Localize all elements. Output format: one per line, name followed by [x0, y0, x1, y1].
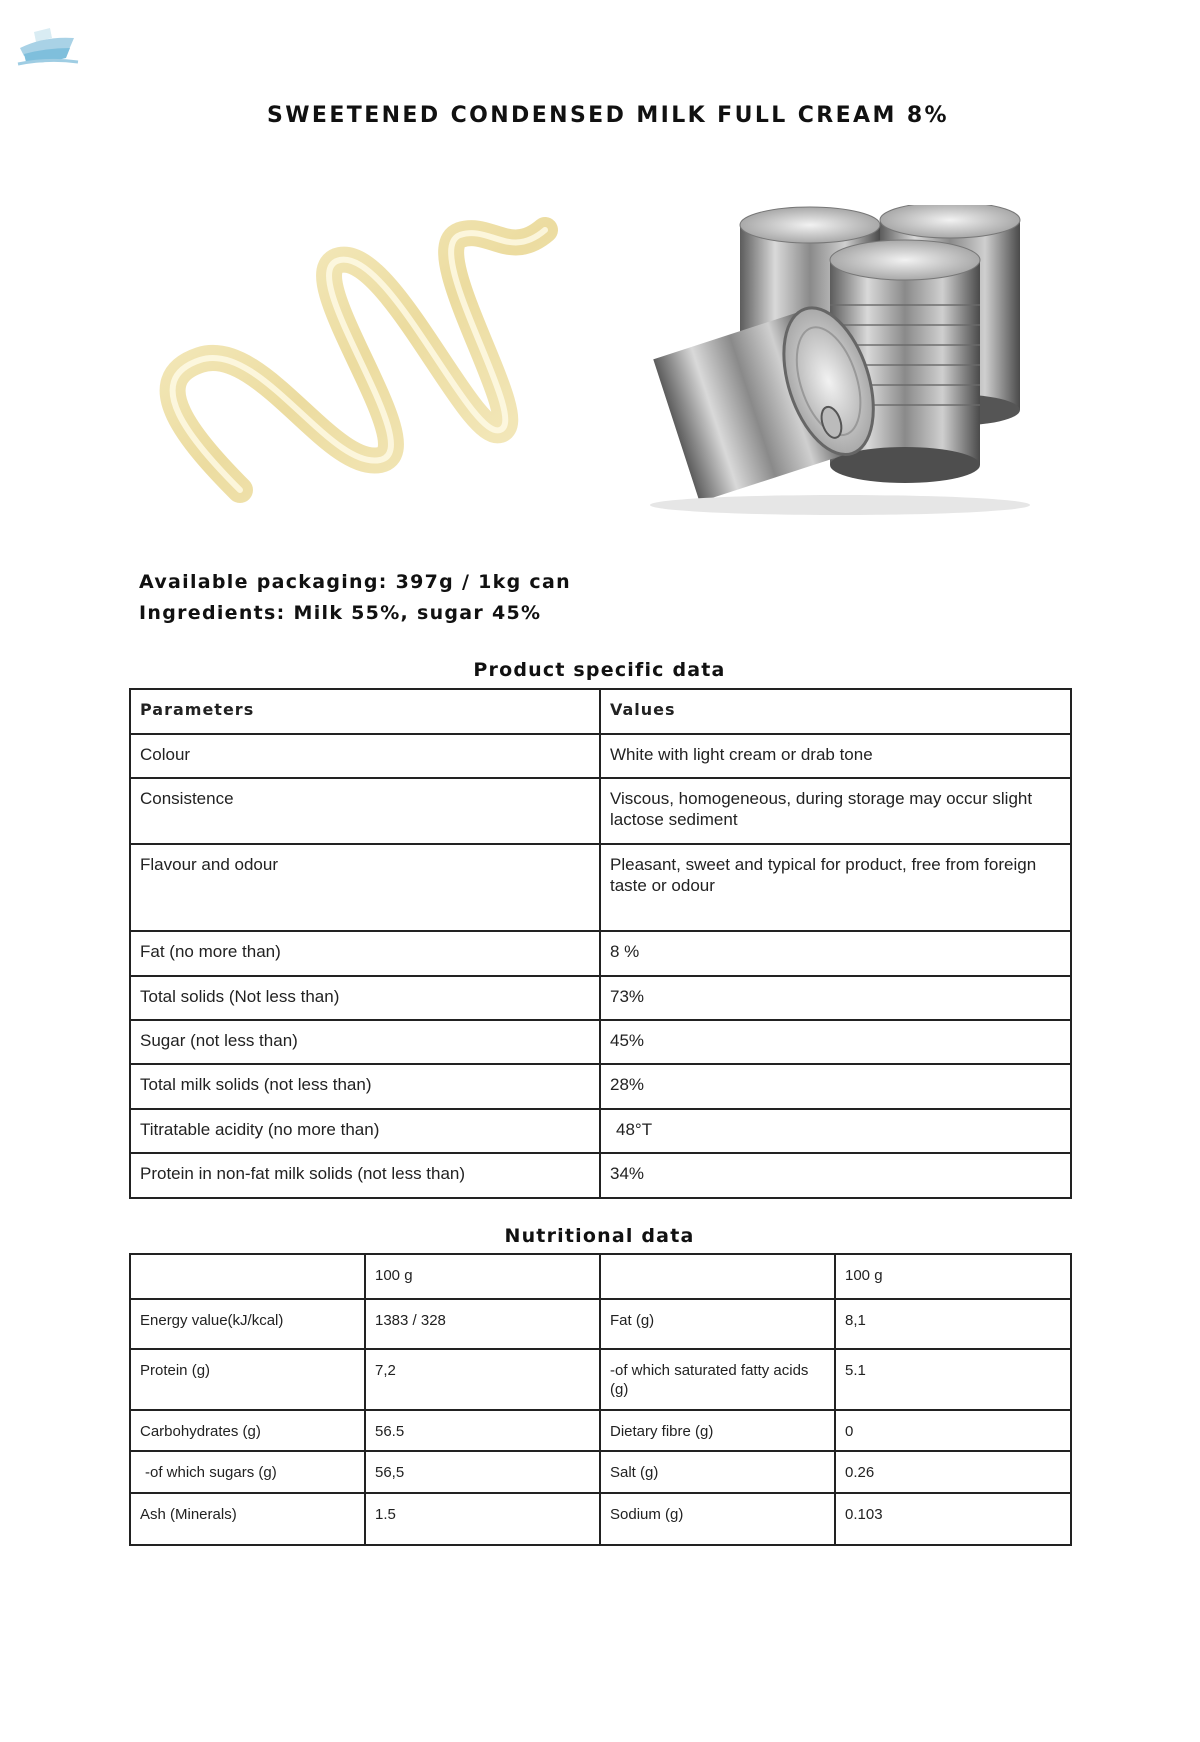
spec-parameter: Colour — [130, 734, 600, 778]
spec-value: 48°T — [600, 1109, 1071, 1153]
nutrient-value: 0.26 — [835, 1451, 1071, 1493]
nutrient-value: 56,5 — [365, 1451, 600, 1493]
spec-parameter: Titratable acidity (no more than) — [130, 1109, 600, 1153]
nutritional-data-title: Nutritional data — [504, 1225, 695, 1247]
table-row — [130, 1451, 1071, 1493]
nutrient-value: 0.103 — [835, 1493, 1071, 1545]
table-row — [130, 1064, 1071, 1109]
table-row — [130, 1153, 1071, 1198]
ingredients: Ingredients: Milk 55%, sugar 45% — [139, 602, 542, 624]
nutrient-name: Ash (Minerals) — [130, 1493, 365, 1545]
product-specific-data-table — [129, 688, 1072, 1199]
nutrient-value: 56.5 — [365, 1410, 600, 1451]
table-row — [130, 931, 1071, 976]
spec-header-parameters: Parameters — [130, 689, 600, 734]
table-row — [130, 976, 1071, 1020]
nutrient-value: 7,2 — [365, 1349, 600, 1410]
nutrition-header-cell: 100 g — [365, 1254, 600, 1299]
spec-parameter: Sugar (not less than) — [130, 1020, 600, 1064]
nutrition-header-row — [130, 1254, 1071, 1299]
nutrient-value: 8,1 — [835, 1299, 1071, 1349]
product-info — [139, 567, 571, 629]
spec-header-values: Values — [600, 689, 1071, 734]
nutrition-header-cell: 100 g — [835, 1254, 1071, 1299]
product-specific-data-title: Product specific data — [473, 659, 726, 681]
nutrient-value: 1383 / 328 — [365, 1299, 600, 1349]
spec-value: 45% — [600, 1020, 1071, 1064]
nutrition-header-cell — [130, 1254, 365, 1299]
spec-value: White with light cream or drab tone — [600, 734, 1071, 778]
spec-parameter: Total milk solids (not less than) — [130, 1064, 600, 1109]
table-row — [130, 778, 1071, 844]
spec-parameter: Fat (no more than) — [130, 931, 600, 976]
nutrient-name: -of which saturated fatty acids (g) — [600, 1349, 835, 1410]
spec-header-row — [130, 689, 1071, 734]
nutritional-data-table — [129, 1253, 1072, 1546]
nutrient-name: Sodium (g) — [600, 1493, 835, 1545]
table-row — [130, 844, 1071, 931]
spec-parameter: Flavour and odour — [130, 844, 600, 931]
available-packaging: Available packaging: 397g / 1kg can — [139, 571, 571, 593]
ship-logo-icon — [14, 18, 82, 70]
table-row — [130, 1493, 1071, 1545]
nutrition-header-cell — [600, 1254, 835, 1299]
nutrient-name: Fat (g) — [600, 1299, 835, 1349]
nutrient-name: -of which sugars (g) — [130, 1451, 365, 1493]
condensed-milk-drizzle-image — [150, 210, 570, 530]
table-row — [130, 1410, 1071, 1451]
spec-parameter: Consistence — [130, 778, 600, 844]
nutrient-value: 5.1 — [835, 1349, 1071, 1410]
spec-value: 8 % — [600, 931, 1071, 976]
table-row — [130, 1020, 1071, 1064]
tin-cans-image — [630, 205, 1050, 525]
nutrient-name: Salt (g) — [600, 1451, 835, 1493]
spec-parameter: Protein in non-fat milk solids (not less than) — [130, 1153, 600, 1198]
document-title: SWEETENED CONDENSED MILK FULL CREAM 8% — [267, 103, 949, 128]
nutrient-name: Protein (g) — [130, 1349, 365, 1410]
spec-value: Pleasant, sweet and typical for product, free from foreign taste or odour — [600, 844, 1071, 931]
table-row — [130, 734, 1071, 778]
table-row — [130, 1349, 1071, 1410]
nutrient-value: 1.5 — [365, 1493, 600, 1545]
nutrient-value: 0 — [835, 1410, 1071, 1451]
spec-value: 34% — [600, 1153, 1071, 1198]
spec-value: Viscous, homogeneous, during storage may occur slight lactose sediment — [600, 778, 1071, 844]
nutrient-name: Carbohydrates (g) — [130, 1410, 365, 1451]
spec-value: 28% — [600, 1064, 1071, 1109]
nutrient-name: Energy value(kJ/kcal) — [130, 1299, 365, 1349]
spec-value: 73% — [600, 976, 1071, 1020]
table-row — [130, 1109, 1071, 1153]
nutrient-name: Dietary fibre (g) — [600, 1410, 835, 1451]
table-row — [130, 1299, 1071, 1349]
spec-parameter: Total solids (Not less than) — [130, 976, 600, 1020]
